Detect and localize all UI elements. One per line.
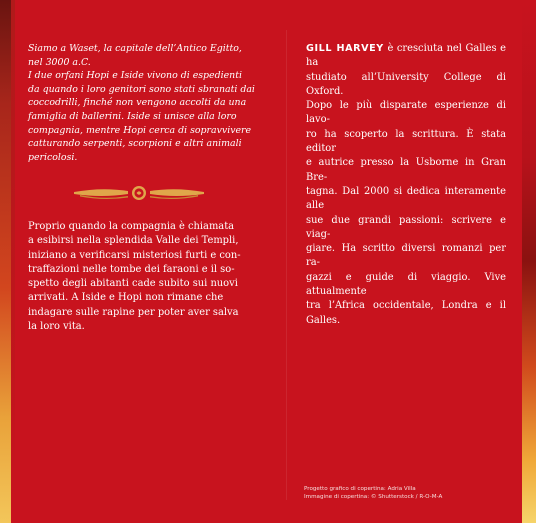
intro-block [28,42,264,164]
intro-text [28,42,264,164]
credit-design: Progetto grafico di copertina: Adria Villa [304,486,416,492]
bio-line: tra l’Africa occidentale, Londra e il Galles. [306,300,506,326]
intro-line: coccodrilli, finché non vengono accolti da una [28,97,247,109]
intro-line: Siamo a Waset, la capitale dell’Antico Egitto, [28,43,242,54]
bio-line: tagna. Dal 2000 si dedica interamente alle [306,185,506,212]
right-image-strip [522,0,536,523]
intro-line: famiglia di ballerini. Iside si unisce alla loro [28,110,237,122]
bio-line: ro ha scoperto la scrittura. È stata editor [306,128,506,155]
intro-line: nel 3000 a.C. [28,56,91,68]
bio-line: è cresciuta nel Galles e ha [306,43,506,69]
column-divider [286,30,287,500]
bio-line: studiato all’University College di Oxford. [306,71,506,97]
intro-line: da quando i loro genitori sono stati sbranati dai [28,83,255,95]
bio-line: gazzi e guide di viaggio. Vive attualmente [306,271,506,298]
plot-line: arrivati. A Iside e Hopi non rimane che [28,292,224,304]
plot-line: a esibirsi nella splendida Valle dei Templi, [28,235,239,247]
plot-line: spetto degli abitanti cade subito sui nuovi [28,278,238,290]
author-bio [306,42,506,328]
bio-line: e autrice presso la Usborne in Gran Bre- [306,157,506,183]
plot-line: traffazioni nelle tombe dei faraoni e il so- [28,263,235,275]
left-image-strip [0,0,12,523]
plot-line: la loro vita. [28,321,85,333]
bio-line: giare. Ha scritto diversi romanzi per ra- [306,243,506,269]
plot-line: iniziano a verificarsi misteriosi furti e con- [28,249,241,261]
author-name: GILL HARVEY [306,43,384,54]
credit-image: Immagine di copertina: © Shutterstock / R-O-M-A [304,494,443,500]
plot-line: indagare sulle rapine per poter aver salva [28,306,239,318]
plot-line: Proprio quando la compagnia è chiamata [28,221,235,232]
winged-sun-emblem-icon [72,184,206,202]
cover-credits [304,485,504,501]
intro-line: I due orfani Hopi e Iside vivono di espedienti [28,70,242,82]
bio-line: sue due grandi passioni: scrivere e viag- [306,214,506,240]
plot-text [28,220,264,334]
intro-line: compagnia, mentre Hopi cerca di sopravvivere [28,124,252,136]
bio-line: Dopo le più disparate esperienze di lavo- [306,100,506,126]
intro-line: catturando serpenti, scorpioni e altri animali [28,138,242,150]
intro-line: pericolosi. [28,151,78,163]
